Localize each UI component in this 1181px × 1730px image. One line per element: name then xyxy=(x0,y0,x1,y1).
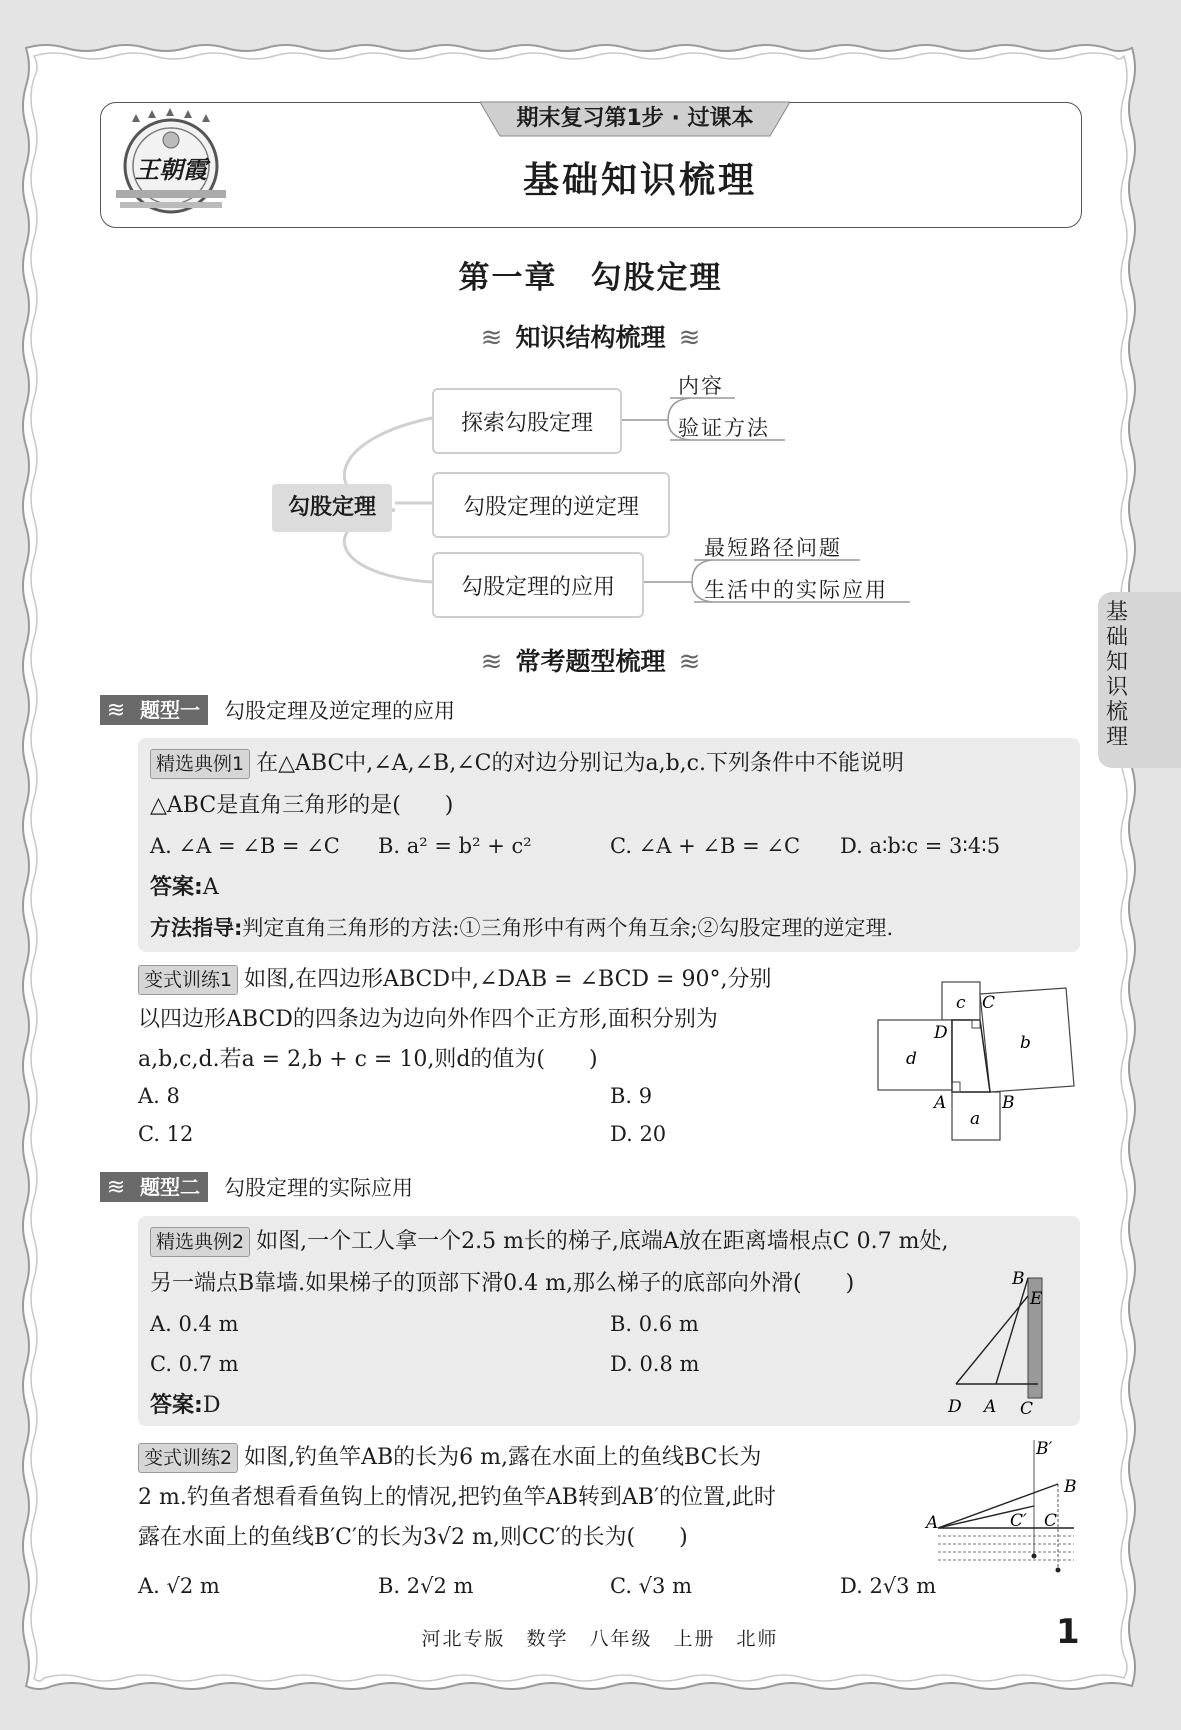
example2-text1: 如图,一个工人拿一个2.5 m长的梯子,底端A放在距离墙根点C 0.7 m处, xyxy=(256,1229,949,1254)
side-tab-text: 基础知识梳理 xyxy=(1106,600,1129,750)
mindmap-root: 勾股定理 xyxy=(272,484,392,532)
example1-line2: △ABC是直角三角形的是( ) xyxy=(150,793,454,818)
example2-option-d: D. 0.8 m xyxy=(610,1352,700,1376)
practice1-option-a: A. 8 xyxy=(138,1084,180,1108)
wave-icon: ≋ xyxy=(678,647,701,677)
answer-label: 答案: xyxy=(150,1393,203,1418)
practice2-text1: 如图,钓鱼竿AB的长为6 m,露在水面上的鱼线BC长为 xyxy=(244,1445,762,1470)
mindmap-branch-converse: 勾股定理的逆定理 xyxy=(432,472,670,538)
answer-label: 答案: xyxy=(150,875,203,900)
answer-value: A xyxy=(202,875,219,900)
answer-value: D xyxy=(202,1393,221,1418)
practice1-line3: a,b,c,d.若a = 2,b + c = 10,则d的值为( ) xyxy=(138,1047,598,1072)
method-label: 方法指导: xyxy=(150,916,243,940)
type1-title: 勾股定理及逆定理的应用 xyxy=(224,699,455,723)
mindmap-branch-application: 勾股定理的应用 xyxy=(432,552,644,618)
practice1-option-d: D. 20 xyxy=(610,1122,667,1146)
example2-line1 xyxy=(150,1222,1075,1262)
example2-option-c: C. 0.7 m xyxy=(150,1352,239,1376)
practice2-option-c: C. √3 m xyxy=(610,1574,693,1598)
example1-line1 xyxy=(150,744,1070,784)
mindmap-leaf-real-life: 生活中的实际应用 xyxy=(704,578,888,602)
example2-answer xyxy=(150,1386,220,1426)
wave-icon: ≋ xyxy=(678,323,701,353)
header-banner: 期末复习第1步 · 过课本 xyxy=(516,106,754,131)
wave-icon: ≋ xyxy=(100,1172,132,1202)
figure3-label-A: A xyxy=(926,1513,939,1533)
figure2-label-A: A xyxy=(984,1397,997,1417)
practice1-line1 xyxy=(138,960,771,1000)
figure1-label-d: d xyxy=(906,1049,917,1069)
practice2-line1 xyxy=(138,1438,761,1478)
practice2-option-b: B. 2√2 m xyxy=(378,1574,474,1598)
mindmap-leaf-shortest-path: 最短路径问题 xyxy=(704,536,842,560)
wave-icon: ≋ xyxy=(480,323,503,353)
figure2-label-C: C xyxy=(1020,1399,1034,1419)
type2-title: 勾股定理的实际应用 xyxy=(224,1176,413,1200)
mindmap-leaf-proof: 验证方法 xyxy=(678,416,770,440)
section2-title: 常考题型梳理 xyxy=(515,647,666,676)
example1-text1: 在△ABC中,∠A,∠B,∠C的对边分别记为a,b,c.下列条件中不能说明 xyxy=(256,751,904,776)
figure1-label-c: c xyxy=(956,993,966,1013)
figure1-label-B: B xyxy=(1002,1093,1015,1113)
footer-text: 河北专版 数学 八年级 上册 北师 xyxy=(421,1628,779,1650)
practice2-option-a: A. √2 m xyxy=(138,1574,220,1598)
chapter-title: 第一章 勾股定理 xyxy=(458,260,723,296)
figure2-label-D: D xyxy=(948,1397,962,1417)
practice1-tag: 变式训练1 xyxy=(138,965,238,995)
figure3-label-B: B xyxy=(1064,1477,1077,1497)
figure3-label-C: C xyxy=(1044,1511,1058,1531)
figure1-label-C: C xyxy=(982,993,996,1013)
practice2-tag: 变式训练2 xyxy=(138,1443,238,1473)
mindmap-leaf-content: 内容 xyxy=(678,374,724,398)
type2-header xyxy=(100,1171,413,1203)
logo-text: 王朝霞 xyxy=(135,155,207,184)
example2-tag: 精选典例2 xyxy=(150,1227,250,1257)
practice1-option-b: B. 9 xyxy=(610,1084,653,1108)
example1-option-b: B. a² = b² + c² xyxy=(378,834,532,858)
example2-option-b: B. 0.6 m xyxy=(610,1312,699,1336)
figure1-label-D: D xyxy=(934,1023,948,1043)
figure3-label-Bprime: B′ xyxy=(1036,1439,1053,1459)
section1-title: 知识结构梳理 xyxy=(515,323,666,352)
figure1-label-b: b xyxy=(1020,1033,1031,1053)
practice2-line3: 露在水面上的鱼线B′C′的长为3√2 m,则CC′的长为( ) xyxy=(138,1525,688,1550)
example2-line2: 另一端点B靠墙.如果梯子的顶部下滑0.4 m,那么梯子的底部向外滑( ) xyxy=(150,1271,855,1296)
practice2-line2: 2 m.钓鱼者想看看鱼钩上的情况,把钓鱼竿AB转到AB′的位置,此时 xyxy=(138,1485,776,1510)
example1-option-a: A. ∠A = ∠B = ∠C xyxy=(150,834,340,858)
figure-ladder xyxy=(936,1266,1056,1422)
type2-tag: 题型二 xyxy=(132,1172,208,1202)
figure1-label-a: a xyxy=(970,1109,981,1129)
method-text: 判定直角三角形的方法:①三角形中有两个角互余;②勾股定理的逆定理. xyxy=(242,916,894,940)
type1-header xyxy=(100,694,455,726)
section2-heading xyxy=(0,642,1181,678)
figure-fishing-rod xyxy=(924,1436,1084,1582)
example2-option-a: A. 0.4 m xyxy=(150,1312,239,1336)
wave-icon: ≋ xyxy=(480,647,503,677)
figure2-label-E: E xyxy=(1030,1289,1043,1309)
example1-tag: 精选典例1 xyxy=(150,749,250,779)
practice2-option-d: D. 2√3 m xyxy=(840,1574,937,1598)
figure3-label-Cprime: C′ xyxy=(1010,1511,1027,1531)
practice1-option-c: C. 12 xyxy=(138,1122,194,1146)
wave-icon: ≋ xyxy=(100,695,132,725)
figure2-label-B: B xyxy=(1012,1269,1025,1289)
mindmap-branch-explore: 探索勾股定理 xyxy=(432,388,622,454)
example1-method xyxy=(150,908,893,948)
page-number: 1 xyxy=(1056,1612,1080,1652)
practice1-text1: 如图,在四边形ABCD中,∠DAB = ∠BCD = 90°,分别 xyxy=(244,967,772,992)
example1-answer xyxy=(150,868,219,908)
example1-option-d: D. a∶b∶c = 3∶4∶5 xyxy=(840,834,1001,858)
practice1-line2: 以四边形ABCD的四条边为边向外作四个正方形,面积分别为 xyxy=(138,1007,718,1032)
header-title: 基础知识梳理 xyxy=(522,160,757,201)
figure-quadrilateral-squares xyxy=(870,974,1090,1144)
example1-option-c: C. ∠A + ∠B = ∠C xyxy=(610,834,801,858)
figure1-label-A: A xyxy=(934,1093,947,1113)
type1-tag: 题型一 xyxy=(132,695,208,725)
